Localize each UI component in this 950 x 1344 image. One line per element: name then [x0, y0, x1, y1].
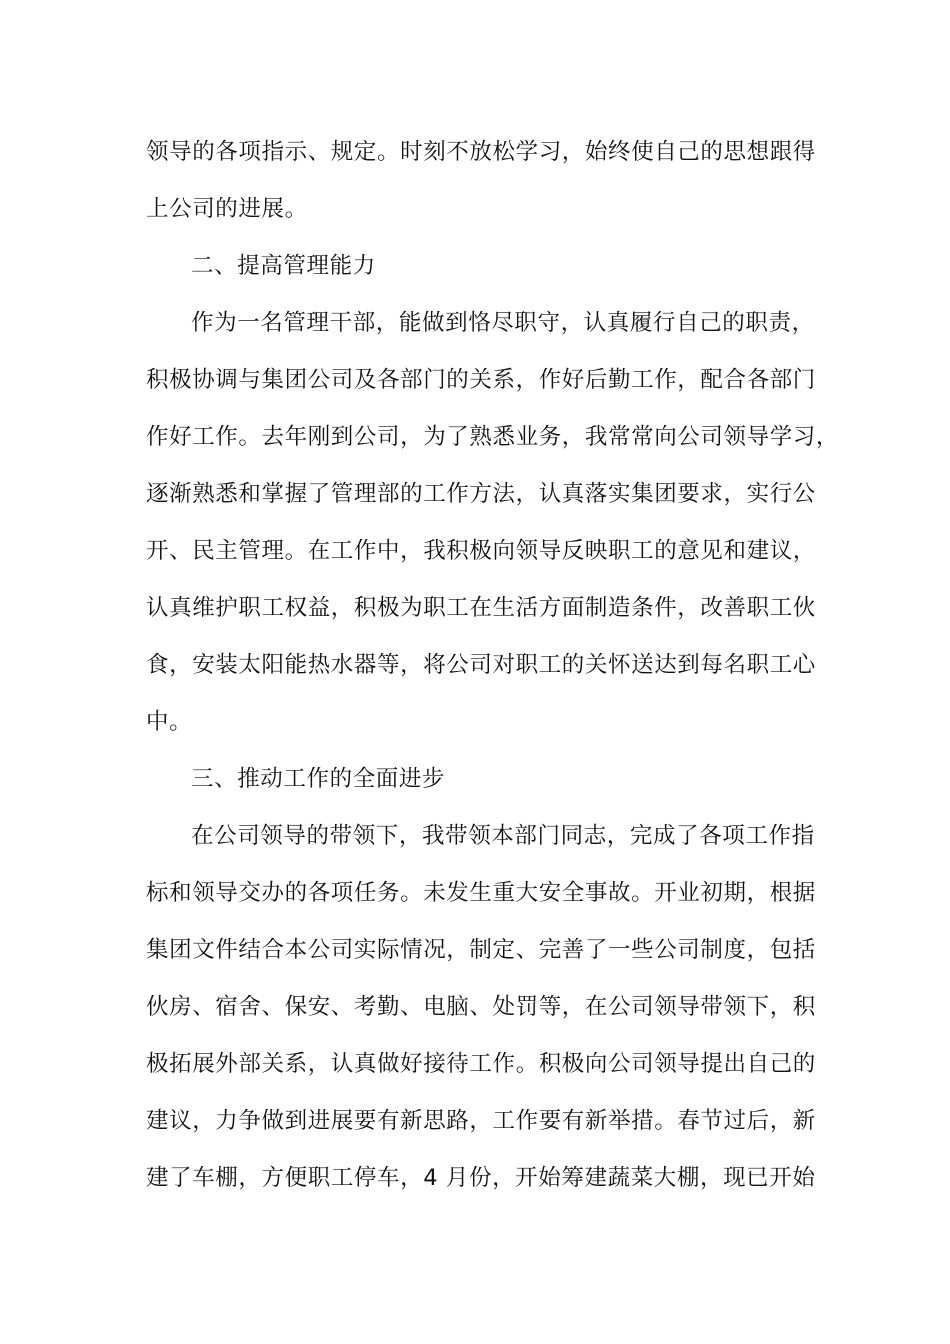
body-text-line: 积极协调与集团公司及各部门的关系，作好后勤工作，配合各部门	[146, 367, 816, 393]
body-text-line: 领导的各项指示、规定。时刻不放松学习，始终使自己的思想跟得	[146, 139, 816, 165]
body-text-line: 极拓展外部关系，认真做好接待工作。积极向公司领导提出自己的	[146, 1051, 816, 1077]
body-text-line: 建了车棚，方便职工停车，4 月份，开始筹建蔬菜大棚，现已开始	[146, 1165, 816, 1191]
body-text-line: 集团文件结合本公司实际情况，制定、完善了一些公司制度，包括	[146, 937, 816, 963]
body-text-line: 标和领导交办的各项任务。未发生重大安全事故。开业初期，根据	[146, 880, 816, 906]
body-text-line: 作好工作。去年刚到公司，为了熟悉业务，我常常向公司领导学习，	[146, 424, 840, 450]
body-text-line: 中。	[146, 709, 193, 735]
paragraph-first-line: 作为一名管理干部，能做到恪尽职守，认真履行自己的职责，	[191, 310, 815, 336]
body-text-line: 逐渐熟悉和掌握了管理部的工作方法，认真落实集团要求，实行公	[146, 481, 816, 507]
paragraph-first-line: 在公司领导的带领下，我带领本部门同志，完成了各项工作指	[191, 823, 815, 849]
body-text-line: 食，安装太阳能热水器等，将公司对职工的关怀送达到每名职工心	[146, 652, 816, 678]
body-text-line: 伙房、宿舍、保安、考勤、电脑、处罚等，在公司领导带领下，积	[146, 994, 816, 1020]
body-text-line: 认真维护职工权益，积极为职工在生活方面制造条件，改善职工伙	[146, 595, 816, 621]
section-heading: 二、提高管理能力	[191, 253, 376, 279]
body-text-line: 开、民主管理。在工作中，我积极向领导反映职工的意见和建议，	[146, 538, 816, 564]
section-heading: 三、推动工作的全面进步	[191, 766, 446, 792]
body-text-line: 上公司的进展。	[146, 196, 308, 222]
body-text-line: 建议，力争做到进展要有新思路，工作要有新举措。春节过后，新	[146, 1108, 816, 1134]
